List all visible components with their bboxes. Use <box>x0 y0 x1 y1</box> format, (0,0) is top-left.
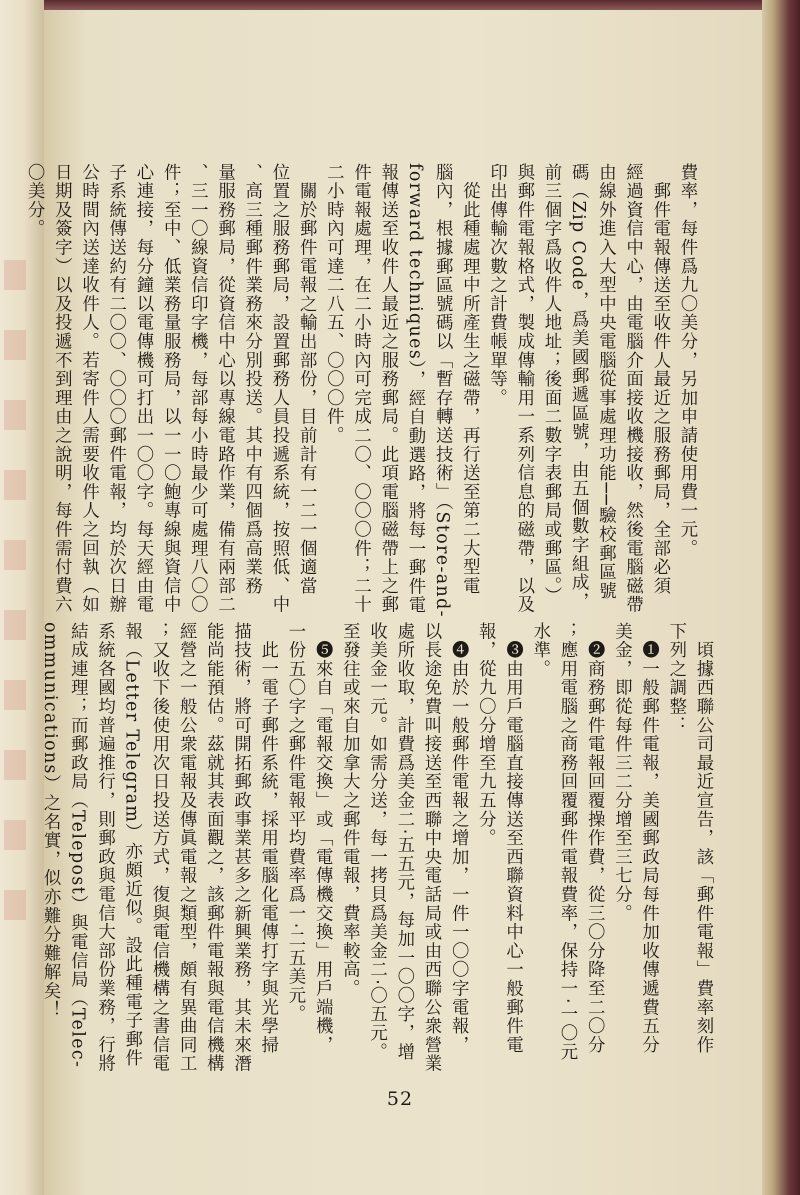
text-column: 碼（Zip Code，爲美國郵遞區號，由五個數字組成， <box>568 163 589 611</box>
text-column: 報（Letter Telegram）亦頗近似。設此種電子郵件 <box>121 622 142 1068</box>
text-column: 印出傳輸次數之計費帳單等。 <box>486 163 507 408</box>
text-column: 子系統傳送約有二〇〇、〇〇〇郵件電報，均於次日辦 <box>105 163 126 615</box>
text-column: ❹由於一般郵件電報之增加，一件一〇〇字電報， <box>448 622 469 1055</box>
text-column: 描技術，將可開拓郵政事業甚多之新興業務，其未來潛 <box>230 622 251 1074</box>
text-column: 此一電子郵件系統，採用電腦化電傳打字與光學掃 <box>257 622 278 1055</box>
text-column: 下列之調整： <box>665 622 686 735</box>
text-column: 頃據西聯公司最近宣告，該「郵件電報」費率刻作 <box>693 622 713 1055</box>
text-column: ❶一般郵件電報，美國郵政局每件加收傳遞費五分 <box>638 622 659 1055</box>
text-column: 報傳送至收件人最近之服務郵局。此項電腦磁帶上之郵 <box>377 163 398 615</box>
text-column: 郵件電報傳送至收件人最近之服務郵局，全部必須 <box>649 163 670 596</box>
text-column: 一份五〇字之郵件電報平均費率爲一‧二五美元。 <box>284 622 305 1024</box>
text-column: 件電報處理，在二小時內可完成二〇、〇〇〇件；二十 <box>350 163 371 615</box>
text-column: 位置之服務郵局，設置郵務人員投遞系統，按照低、中 <box>268 163 289 615</box>
text-column: 由線外進入大型中央電腦從事處理功能──驗校郵區號 <box>595 163 616 601</box>
text-column: 與郵件電報格式，製成傳輸用一系列信息的磁帶，以及 <box>513 163 534 615</box>
text-column: 前三個字爲收件人地址；後面二數字表郵局或郵區。） <box>540 163 561 606</box>
cover-top-edge <box>44 0 800 10</box>
text-column: 處所收取，計費爲美金二‧五五元，每加一〇〇字，增 <box>393 622 414 1062</box>
text-column: 報，從九〇分增至九五分。 <box>475 622 496 848</box>
bottom-text-block <box>40 622 716 1074</box>
text-column: 結成連理；而郵政局（Telepost）與電信局（Telec- <box>67 622 88 1069</box>
text-column: 件；至中、低業務量服務局，以一一〇鮑專線與資信中 <box>160 163 181 615</box>
top-text-block <box>24 163 700 618</box>
text-column: ；應用電腦之商務回覆郵件電報費率，保持一‧一〇元 <box>556 622 577 1062</box>
text-column: 二小時內可達二八五、〇〇〇件。 <box>323 163 344 445</box>
page-number: 52 <box>386 1088 414 1110</box>
text-column: 水準。 <box>529 622 550 679</box>
text-column: 腦內，根據郵區號碼以「暫存轉送技術」（Store-and- <box>432 163 453 618</box>
text-column: 心連接，每分鐘以電傳機可打出一〇〇字。每天經由電 <box>132 163 153 615</box>
text-column: 能尚能預估。茲就其表面觀之，該郵件電報與電信機構 <box>203 622 224 1074</box>
text-column: forward techniques），經自動選路，將每一郵件電 <box>404 163 425 615</box>
cover-right-edge <box>762 0 800 1195</box>
text-column: 至發往或來自加拿大之郵件電報，費率較高。 <box>339 622 360 998</box>
text-column: ❺來自「電報交換」或「電傳機交換」用戶端機， <box>312 622 333 1055</box>
text-column: 、三一〇線資信印字機，每部每小時最少可處理八〇〇 <box>187 163 208 615</box>
text-column: 公時間內送達收件人。若寄件人需要收件人之回執（如 <box>78 163 99 615</box>
text-column: 美金，即從每件三二分增至三七分。 <box>611 622 632 923</box>
text-column: 以長途免費叫接送至西聯中央電話局或由西聯公衆營業 <box>420 622 441 1074</box>
text-column: 收美金一元。如需分送，每一拷貝爲美金二‧〇五元。 <box>366 622 387 1062</box>
text-column: 關於郵件電報之輸出部份，目前計有一二一個適當 <box>296 163 317 596</box>
text-column: ；又收下後使用次日投送方式，復與電信機構之書信電 <box>148 622 169 1074</box>
text-column: ❷商務郵件電報回覆操作費，從三〇分降至二〇分 <box>584 622 605 1055</box>
text-column: 日期及簽字）以及投遞不到理由之說明，每件需付費六 <box>51 163 72 615</box>
text-column: 從此種處理中所產生之磁帶，再行送至第二大型電 <box>459 163 480 596</box>
text-column: 系統各國均普遍推行，則郵政與電信大部份業務，行將 <box>94 622 115 1074</box>
text-column: 費率，每件爲九〇美分，另加申請使用費一元。 <box>677 163 697 558</box>
text-column: ommunications）之名實，似亦難分難解矣！ <box>40 622 61 1020</box>
text-column: 、高三種郵件業務來分別投送。其中有四個爲高業務 <box>241 163 262 596</box>
text-column: 經營之一般公衆電報及傳眞電報之類型，頗有異曲同工 <box>176 622 197 1074</box>
text-column: 〇美分。 <box>24 163 45 239</box>
text-column: 經過資信中心，由電腦介面接收機接收，然後電腦磁帶 <box>622 163 643 615</box>
text-column: 量服務郵局，從資信中心以專線電路作業，備有兩部二 <box>214 163 235 615</box>
text-column: ❸由用戶電腦直接傳送至西聯資料中心一般郵件電 <box>502 622 523 1055</box>
